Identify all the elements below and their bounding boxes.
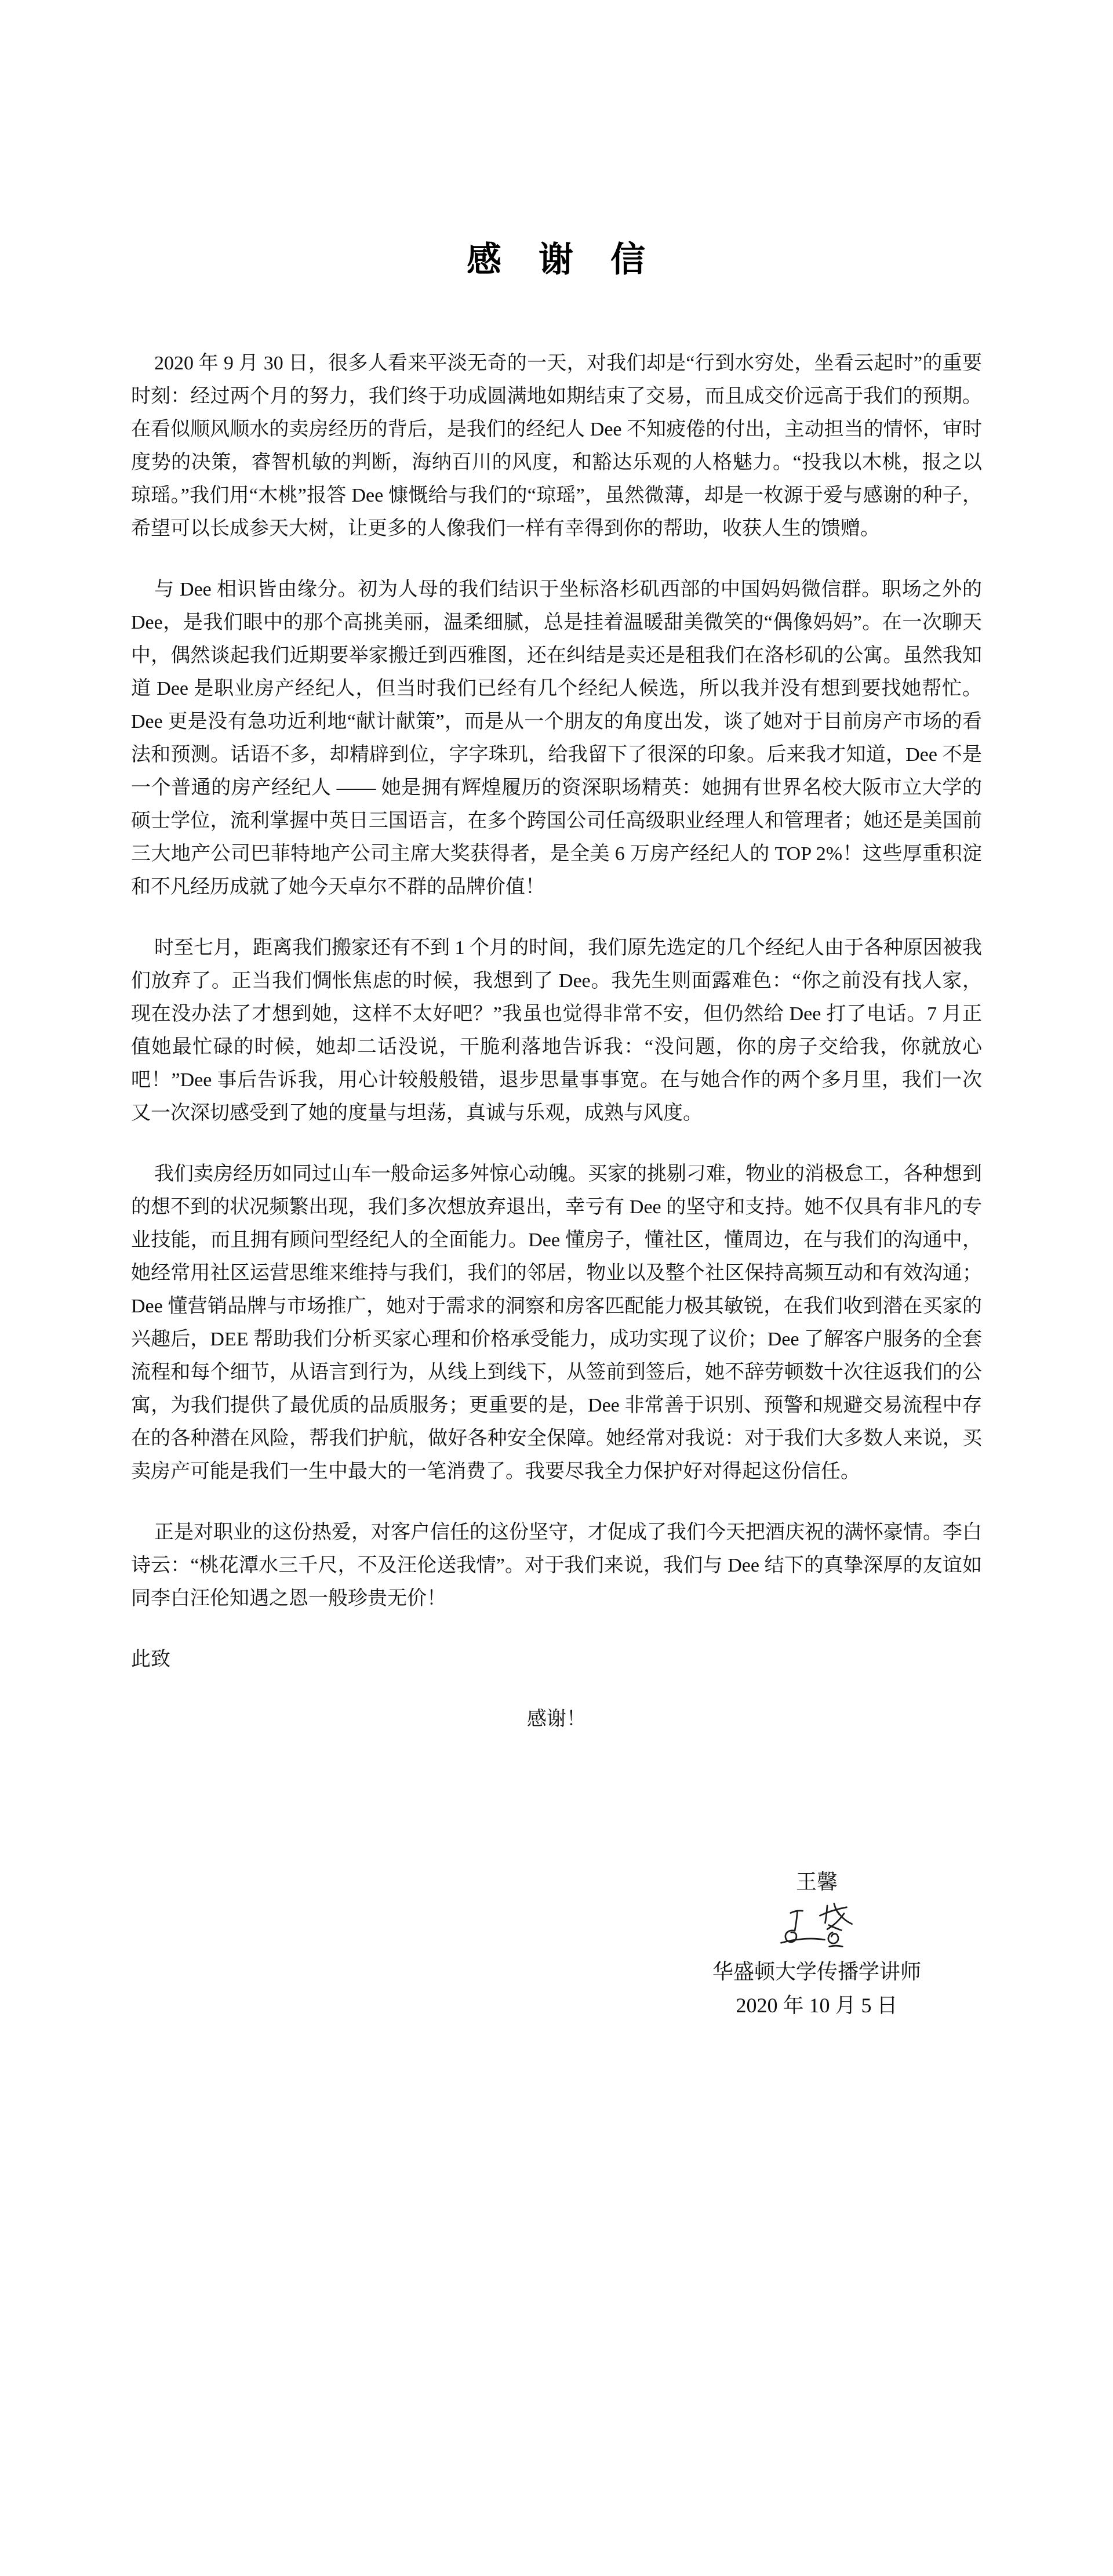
signature-block	[712, 1868, 921, 2019]
letter-title: 感 谢 信	[467, 241, 646, 279]
letter-body	[131, 347, 982, 2019]
signature-typed-name: 王馨	[795, 1870, 838, 1893]
paragraph-2: 与 Dee 相识皆由缘分。初为人母的我们结识于坐标洛杉矶西部的中国妈妈微信群。职场之外的 Dee，是我们眼中的那个高挑美丽，温柔细腻，总是挂着温暖甜美微笑的“偶像妈妈”。在一次聊天中，偶然谈起我们近期要举家搬迁到西雅图，还在纠结是卖还是租我们在洛杉矶的公寓。虽然我知道 Dee 是职业房产经纪人，但当时我们已经有几个经纪人候选，所以我并没有想到要找她帮忙。Dee 更是没有急功近利地“献计献策”，而是从一个朋友的角度出发，谈了她对于目前房产市场的看法和预测。话语不多，却精辟到位，字字珠玑，给我留下了很深的印象。后来我才知道，Dee 不是一个普通的房产经纪人 —— 她是拥有辉煌履历的资深职场精英：她拥有世界名校大阪市立大学的硕士学位，流利掌握中英日三国语言，在多个跨国公司任高级职业经理人和管理者；她还是美国前三大地产公司巴菲特地产公司主席大奖获得者，是全美 6 万房产经纪人的 TOP 2%！这些厚重积淀和不凡经历成就了她今天卓尔不群的品牌价值！	[131, 579, 982, 898]
signature-date: 2020 年 10 月 5 日	[736, 1994, 898, 2017]
signature-title-line: 华盛顿大学传播学讲师	[712, 1960, 921, 1983]
handwritten-signature	[773, 1900, 861, 1955]
paragraph-1: 2020 年 9 月 30 日，很多人看来平淡无奇的一天，对我们却是“行到水穷处，坐看云起时”的重要时刻：经过两个月的努力，我们终于功成圆满地如期结束了交易，而且成交价远高于我们的预期。在看似顺风顺水的卖房经历的背后，是我们的经纪人 Dee 不知疲倦的付出，主动担当的情怀，审时度势的决策，睿智机敏的判断，海纳百川的风度，和豁达乐观的人格魅力。“投我以木桃，报之以琼瑶。”我们用“木桃”报答 Dee 慷慨给与我们的“琼瑶”，虽然微薄，却是一枚源于爱与感谢的种子，希望可以长成参天大树，让更多的人像我们一样有幸得到你的帮助，收获人生的馈赠。	[131, 353, 982, 539]
closing-salute: 此致	[131, 1649, 170, 1670]
paragraph-4: 我们卖房经历如同过山车一般命运多舛惊心动魄。买家的挑剔刁难，物业的消极怠工，各种想到的想不到的状况频繁出现，我们多次想放弃退出，幸亏有 Dee 的坚守和支持。她不仅具有非凡的专业技能，而且拥有顾问型经纪人的全面能力。Dee 懂房子，懂社区，懂周边，在与我们的沟通中，她经常用社区运营思维来维持与我们，我们的邻居，物业以及整个社区保持高频互动和有效沟通；Dee 懂营销品牌与市场推广，她对于需求的洞察和房客匹配能力极其敏锐，在我们收到潜在买家的兴趣后，DEE 帮助我们分析买家心理和价格承受能力，成功实现了议价；Dee 了解客户服务的全套流程和每个细节，从语言到行为，从线上到线下，从签前到签后，她不辞劳顿数十次往返我们的公寓，为我们提供了最优质的品质服务；更重要的是，Dee 非常善于识别、预警和规避交易流程中存在的各种潜在风险，帮我们护航，做好各种安全保障。她经常对我说：对于我们大多数人来说，买卖房产可能是我们一生中最大的一笔消费了。我要尽我全力保护好对得起这份信任。	[131, 1163, 982, 1482]
paragraph-3: 时至七月，距离我们搬家还有不到 1 个月的时间，我们原先选定的几个经纪人由于各种原因被我们放弃了。正当我们惆怅焦虑的时候，我想到了 Dee。我先生则面露难色：“你之前没有找人家，现在没办法了才想到她，这样不太好吧？”我虽也觉得非常不安，但仍然给 Dee 打了电话。7 月正值她最忙碌的时候，她却二话没说，干脆利落地告诉我：“没问题，你的房子交给我，你就放心吧！”Dee 事后告诉我，用心计较般般错，退步思量事事宽。在与她合作的两个多月里，我们一次又一次深切感受到了她的度量与坦荡，真诚与乐观，成熟与风度。	[131, 937, 982, 1124]
paragraph-5: 正是对职业的这份热爱，对客户信任的这份坚守，才促成了我们今天把酒庆祝的满怀豪情。李白诗云：“桃花潭水三千尺，不及汪伦送我情”。对于我们来说，我们与 Dee 结下的真挚深厚的友谊如同李白汪伦知遇之恩一般珍贵无价！	[131, 1522, 982, 1609]
closing-thanks: 感谢！	[527, 1708, 586, 1730]
